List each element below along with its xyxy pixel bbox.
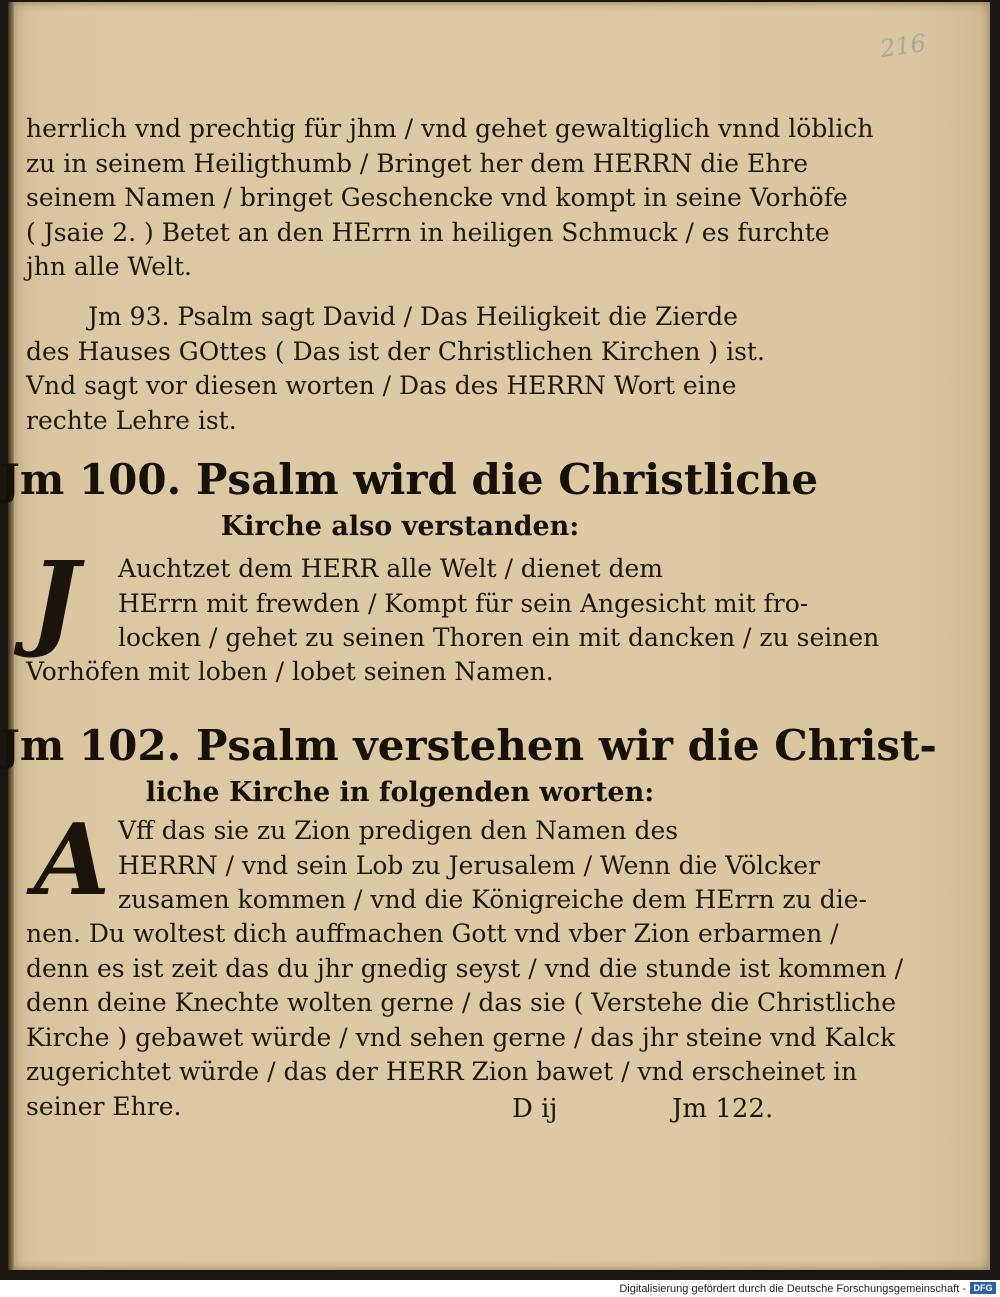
text-line: denn deine Knechte wolten gerne / das sie ( Verstehe die Christliche xyxy=(26,988,896,1017)
section-2-continued xyxy=(26,917,904,1124)
heading-line: Kirche also verstanden: xyxy=(220,511,580,542)
text-line: seinem Namen / bringet Geschencke vnd kompt in seine Vorhöfe xyxy=(26,183,848,212)
paragraph-2 xyxy=(26,300,776,438)
text-line: zu in seinem Heiligthumb / Bringet her dem HERRN die Ehre xyxy=(26,148,809,178)
text-line: Vnd sagt vor diesen worten / Das des HERRN Wort eine xyxy=(26,371,737,400)
heading-psalm-100 xyxy=(0,452,819,546)
text-line: Auchtzet dem HERR alle Welt / dienet dem xyxy=(118,554,663,583)
section-1-body xyxy=(118,552,880,656)
funding-credit: Digitalisierung gefördert durch die Deutsche Forschungsgemeinschaft - xyxy=(619,1283,966,1295)
text-line: herrlich vnd prechtig für jhm / vnd gehet gewaltiglich vnnd löblich xyxy=(26,114,874,143)
text-line: Jm 93. Psalm sagt David / Das Heiligkeit die Zierde xyxy=(88,302,738,331)
text-line: des Hauses GOttes ( Das ist der Christlichen Kirchen ) ist. xyxy=(26,336,765,366)
text-line: Kirche ) gebawet würde / vnd sehen gerne / das jhr steine vnd Kalck xyxy=(26,1022,896,1052)
signature-mark: D ij xyxy=(512,1094,558,1124)
text-line: denn es ist zeit das du jhr gnedig seyst / vnd die stunde ist kommen / xyxy=(26,953,904,983)
text-line: Vorhöfen mit loben / lobet seinen Namen. xyxy=(26,657,554,686)
text-line: zusamen kommen / vnd die Königreiche dem HErrn zu die- xyxy=(118,885,867,914)
text-line: nen. Du woltest dich auffmachen Gott vnd vber Zion erbarmen / xyxy=(26,919,839,948)
dfg-logo: DFG xyxy=(970,1282,996,1294)
heading-line: Jm 102. Psalm verstehen wir die Christ- xyxy=(0,721,937,770)
text-line: zugerichtet würde / das der HERR Zion bawet / vnd erscheinet in xyxy=(26,1057,858,1086)
heading-line: Jm 100. Psalm wird die Christliche xyxy=(0,455,819,504)
text-line: seiner Ehre. xyxy=(26,1091,182,1121)
text-line: jhn alle Welt. xyxy=(26,252,192,281)
page-gutter xyxy=(8,2,14,1270)
paragraph-1 xyxy=(26,112,874,285)
text-line: Vff das sie zu Zion predigen den Namen des xyxy=(118,816,679,845)
drop-cap: A xyxy=(34,803,111,918)
catchword: Jm 122. xyxy=(672,1094,774,1124)
text-line: rechte Lehre ist. xyxy=(26,405,237,435)
section-1-last-line xyxy=(26,655,776,690)
text-line: locken / gehet zu seinen Thoren ein mit dancken / zu seinen xyxy=(118,623,880,652)
text-line: HErrn mit frewden / Kompt für sein Angesicht mit fro- xyxy=(118,588,809,618)
section-2-body xyxy=(118,814,867,918)
heading-line: liche Kirche in folgenden worten: xyxy=(145,777,655,808)
drop-cap: J xyxy=(30,538,80,661)
text-line: HERRN / vnd sein Lob zu Jerusalem / Wenn die Völcker xyxy=(118,850,821,880)
folio-number: 216 xyxy=(878,28,928,64)
heading-psalm-102 xyxy=(0,718,937,812)
text-line: ( Jsaie 2. ) Betet an den HErrn in heiligen Schmuck / es furchte xyxy=(26,217,830,247)
